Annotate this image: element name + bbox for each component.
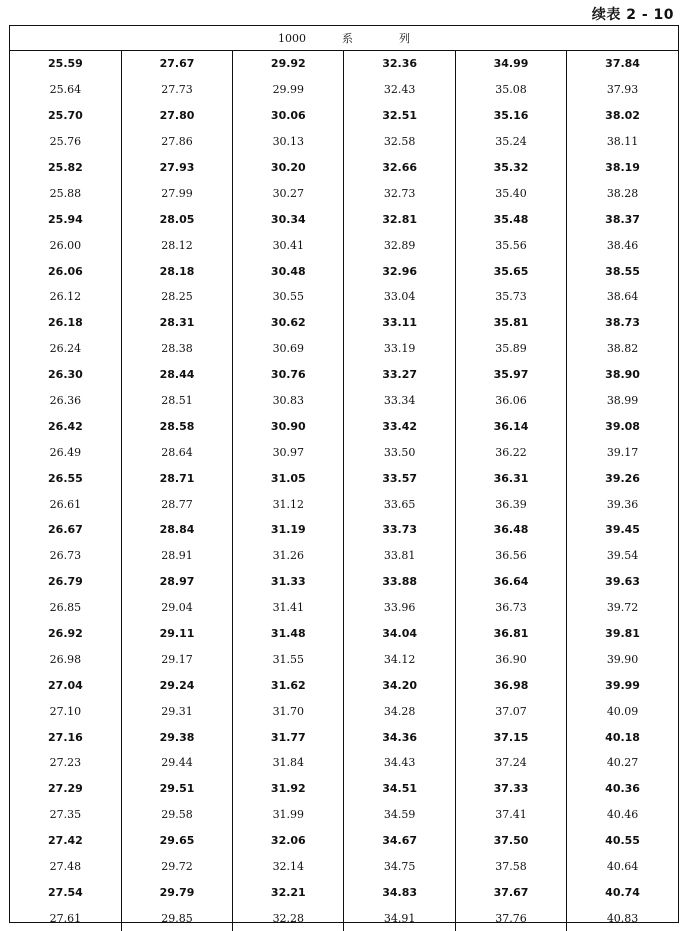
table-cell: 30.41	[233, 232, 344, 258]
table-cell: 29.72	[121, 854, 232, 880]
table-cell: 30.62	[233, 310, 344, 336]
table-cell: 33.11	[344, 310, 455, 336]
table-cell: 26.24	[10, 336, 121, 362]
table-body	[10, 51, 678, 931]
table-cell: 27.23	[10, 750, 121, 776]
table-cell: 38.19	[567, 155, 678, 181]
table-cell: 34.04	[344, 621, 455, 647]
table-cell: 30.90	[233, 413, 344, 439]
table-cell: 26.67	[10, 517, 121, 543]
table-cell: 36.48	[455, 517, 566, 543]
table-row	[10, 595, 678, 621]
table-cell: 32.21	[233, 880, 344, 906]
table-cell: 30.34	[233, 206, 344, 232]
table-cell: 25.82	[10, 155, 121, 181]
table-cell: 29.51	[121, 776, 232, 802]
table-cell: 28.77	[121, 491, 232, 517]
table-row	[10, 776, 678, 802]
header-word-1: 系	[342, 32, 353, 45]
header-series-number: 1000	[278, 32, 306, 45]
table-cell: 36.06	[455, 388, 566, 414]
table-cell: 36.73	[455, 595, 566, 621]
table-cell: 26.49	[10, 439, 121, 465]
table-row	[10, 569, 678, 595]
table-cell: 36.90	[455, 646, 566, 672]
table-cell: 38.02	[567, 103, 678, 129]
table-cell: 30.97	[233, 439, 344, 465]
table-cell: 38.82	[567, 336, 678, 362]
table-row	[10, 284, 678, 310]
table-cell: 36.56	[455, 543, 566, 569]
table-cell: 33.27	[344, 362, 455, 388]
table-cell: 34.36	[344, 724, 455, 750]
table-cell: 33.65	[344, 491, 455, 517]
table-row	[10, 155, 678, 181]
table-cell: 36.98	[455, 672, 566, 698]
table-cell: 28.71	[121, 465, 232, 491]
data-table-frame	[9, 25, 679, 923]
table-cell: 28.51	[121, 388, 232, 414]
table-header-row	[10, 26, 678, 51]
table-cell: 27.93	[121, 155, 232, 181]
table-cell: 39.72	[567, 595, 678, 621]
table-cell: 33.42	[344, 413, 455, 439]
table-cell: 31.84	[233, 750, 344, 776]
table-cell: 34.99	[455, 51, 566, 77]
table-cell: 40.55	[567, 828, 678, 854]
table-cell: 27.10	[10, 698, 121, 724]
table-row	[10, 388, 678, 414]
table-cell: 32.43	[344, 77, 455, 103]
table-cell: 30.06	[233, 103, 344, 129]
table-cell: 34.28	[344, 698, 455, 724]
table-cell: 34.91	[344, 905, 455, 931]
table-row	[10, 258, 678, 284]
table-cell: 34.43	[344, 750, 455, 776]
table-cell: 25.88	[10, 180, 121, 206]
table-cell: 33.73	[344, 517, 455, 543]
table-cell: 31.55	[233, 646, 344, 672]
table-cell: 39.08	[567, 413, 678, 439]
table-cell: 30.13	[233, 129, 344, 155]
table-cell: 38.11	[567, 129, 678, 155]
table-cell: 28.38	[121, 336, 232, 362]
table-cell: 29.31	[121, 698, 232, 724]
table-cell: 32.06	[233, 828, 344, 854]
table-cell: 39.36	[567, 491, 678, 517]
table-cell: 34.75	[344, 854, 455, 880]
table-cell: 29.99	[233, 77, 344, 103]
table-cell: 26.85	[10, 595, 121, 621]
table-cell: 30.48	[233, 258, 344, 284]
table-row	[10, 129, 678, 155]
table-cell: 28.05	[121, 206, 232, 232]
table-cell: 38.64	[567, 284, 678, 310]
table-cell: 27.61	[10, 905, 121, 931]
table-cell: 37.58	[455, 854, 566, 880]
table-cell: 39.45	[567, 517, 678, 543]
table-cell: 25.59	[10, 51, 121, 77]
table-cell: 35.24	[455, 129, 566, 155]
table-cell: 37.76	[455, 905, 566, 931]
table-cell: 33.81	[344, 543, 455, 569]
table-cell: 31.12	[233, 491, 344, 517]
table-cell: 37.67	[455, 880, 566, 906]
table-row	[10, 465, 678, 491]
table-cell: 35.32	[455, 155, 566, 181]
table-cell: 26.73	[10, 543, 121, 569]
table-row	[10, 828, 678, 854]
table-cell: 40.18	[567, 724, 678, 750]
table-cell: 29.24	[121, 672, 232, 698]
table-cell: 35.08	[455, 77, 566, 103]
table-cell: 27.35	[10, 802, 121, 828]
table-cell: 32.14	[233, 854, 344, 880]
table-row	[10, 439, 678, 465]
table-cell: 27.48	[10, 854, 121, 880]
table-cell: 35.16	[455, 103, 566, 129]
table-cell: 28.31	[121, 310, 232, 336]
table-cell: 25.76	[10, 129, 121, 155]
data-table	[10, 26, 678, 931]
table-row	[10, 77, 678, 103]
table-cell: 36.39	[455, 491, 566, 517]
table-cell: 27.42	[10, 828, 121, 854]
table-cell: 26.42	[10, 413, 121, 439]
table-cell: 29.92	[233, 51, 344, 77]
table-row	[10, 672, 678, 698]
table-cell: 31.70	[233, 698, 344, 724]
table-cell: 38.73	[567, 310, 678, 336]
table-cell: 39.81	[567, 621, 678, 647]
table-row	[10, 880, 678, 906]
table-cell: 28.84	[121, 517, 232, 543]
table-cell: 33.19	[344, 336, 455, 362]
table-cell: 27.99	[121, 180, 232, 206]
table-row	[10, 621, 678, 647]
table-header	[10, 26, 678, 51]
table-cell: 31.48	[233, 621, 344, 647]
table-cell: 32.51	[344, 103, 455, 129]
table-cell: 26.92	[10, 621, 121, 647]
table-row	[10, 362, 678, 388]
table-cell: 38.90	[567, 362, 678, 388]
table-cell: 28.58	[121, 413, 232, 439]
table-cell: 33.88	[344, 569, 455, 595]
table-cell: 29.38	[121, 724, 232, 750]
table-row	[10, 517, 678, 543]
table-row	[10, 724, 678, 750]
table-cell: 33.04	[344, 284, 455, 310]
table-cell: 40.27	[567, 750, 678, 776]
table-cell: 29.04	[121, 595, 232, 621]
table-row	[10, 646, 678, 672]
table-cell: 32.81	[344, 206, 455, 232]
table-cell: 29.85	[121, 905, 232, 931]
table-cell: 31.77	[233, 724, 344, 750]
table-cell: 36.31	[455, 465, 566, 491]
table-cell: 26.00	[10, 232, 121, 258]
table-cell: 29.65	[121, 828, 232, 854]
table-row	[10, 103, 678, 129]
table-cell: 37.84	[567, 51, 678, 77]
table-cell: 34.51	[344, 776, 455, 802]
table-cell: 35.73	[455, 284, 566, 310]
table-cell: 40.46	[567, 802, 678, 828]
table-cell: 27.54	[10, 880, 121, 906]
table-row	[10, 310, 678, 336]
table-cell: 30.20	[233, 155, 344, 181]
table-cell: 35.81	[455, 310, 566, 336]
table-cell: 32.36	[344, 51, 455, 77]
table-cell: 26.30	[10, 362, 121, 388]
table-cell: 37.15	[455, 724, 566, 750]
table-cell: 37.07	[455, 698, 566, 724]
table-cell: 29.17	[121, 646, 232, 672]
table-cell: 31.92	[233, 776, 344, 802]
table-cell: 28.25	[121, 284, 232, 310]
table-cell: 32.58	[344, 129, 455, 155]
table-cell: 33.34	[344, 388, 455, 414]
table-cell: 33.50	[344, 439, 455, 465]
table-cell: 28.64	[121, 439, 232, 465]
table-cell: 26.55	[10, 465, 121, 491]
table-cell: 39.26	[567, 465, 678, 491]
table-row	[10, 543, 678, 569]
table-cell: 25.94	[10, 206, 121, 232]
table-cell: 36.81	[455, 621, 566, 647]
table-row	[10, 802, 678, 828]
table-cell: 27.80	[121, 103, 232, 129]
table-cell: 31.62	[233, 672, 344, 698]
table-cell: 38.46	[567, 232, 678, 258]
table-cell: 30.83	[233, 388, 344, 414]
table-cell: 28.44	[121, 362, 232, 388]
table-cell: 26.36	[10, 388, 121, 414]
table-cell: 25.64	[10, 77, 121, 103]
table-row	[10, 336, 678, 362]
table-cell: 37.50	[455, 828, 566, 854]
table-cell: 38.37	[567, 206, 678, 232]
table-cell: 34.83	[344, 880, 455, 906]
table-cell: 38.28	[567, 180, 678, 206]
table-cell: 32.89	[344, 232, 455, 258]
table-row	[10, 180, 678, 206]
table-cell: 31.05	[233, 465, 344, 491]
table-cell: 27.86	[121, 129, 232, 155]
table-cell: 29.79	[121, 880, 232, 906]
table-cell: 28.97	[121, 569, 232, 595]
table-cell: 31.99	[233, 802, 344, 828]
table-cell: 29.11	[121, 621, 232, 647]
table-cell: 40.64	[567, 854, 678, 880]
table-cell: 37.24	[455, 750, 566, 776]
table-row	[10, 698, 678, 724]
table-cell: 34.12	[344, 646, 455, 672]
table-row	[10, 905, 678, 931]
table-cell: 29.44	[121, 750, 232, 776]
table-cell: 30.69	[233, 336, 344, 362]
table-cell: 31.26	[233, 543, 344, 569]
table-cell: 26.12	[10, 284, 121, 310]
table-cell: 28.18	[121, 258, 232, 284]
table-cell: 32.66	[344, 155, 455, 181]
table-cell: 40.09	[567, 698, 678, 724]
table-cell: 27.73	[121, 77, 232, 103]
table-cell: 29.58	[121, 802, 232, 828]
table-row	[10, 206, 678, 232]
table-cell: 26.18	[10, 310, 121, 336]
table-cell: 27.04	[10, 672, 121, 698]
table-cell: 30.27	[233, 180, 344, 206]
table-cell: 35.65	[455, 258, 566, 284]
table-cell: 26.98	[10, 646, 121, 672]
table-cell: 36.22	[455, 439, 566, 465]
table-cell: 40.36	[567, 776, 678, 802]
table-cell: 35.48	[455, 206, 566, 232]
header-word-2: 列	[399, 32, 410, 45]
table-row	[10, 750, 678, 776]
table-cell: 35.40	[455, 180, 566, 206]
table-cell: 38.55	[567, 258, 678, 284]
table-row	[10, 854, 678, 880]
table-row	[10, 491, 678, 517]
table-cell: 34.67	[344, 828, 455, 854]
table-cell: 36.14	[455, 413, 566, 439]
table-cell: 39.99	[567, 672, 678, 698]
table-cell: 33.57	[344, 465, 455, 491]
table-cell: 31.19	[233, 517, 344, 543]
table-cell: 26.79	[10, 569, 121, 595]
table-cell: 37.41	[455, 802, 566, 828]
table-cell: 39.17	[567, 439, 678, 465]
table-cell: 26.06	[10, 258, 121, 284]
table-cell: 35.89	[455, 336, 566, 362]
table-cell: 31.33	[233, 569, 344, 595]
table-cell: 32.28	[233, 905, 344, 931]
table-cell: 36.64	[455, 569, 566, 595]
table-cell: 30.76	[233, 362, 344, 388]
table-cell: 35.56	[455, 232, 566, 258]
table-cell: 27.16	[10, 724, 121, 750]
table-cell: 27.67	[121, 51, 232, 77]
table-cell: 39.63	[567, 569, 678, 595]
table-cell: 26.61	[10, 491, 121, 517]
table-cell: 39.90	[567, 646, 678, 672]
table-caption: 续表 2 - 10	[592, 4, 674, 24]
table-cell: 38.99	[567, 388, 678, 414]
table-cell: 39.54	[567, 543, 678, 569]
table-cell: 32.96	[344, 258, 455, 284]
table-cell: 31.41	[233, 595, 344, 621]
table-cell: 32.73	[344, 180, 455, 206]
table-cell: 28.91	[121, 543, 232, 569]
table-row	[10, 51, 678, 77]
table-cell: 25.70	[10, 103, 121, 129]
table-cell: 28.12	[121, 232, 232, 258]
table-cell: 40.74	[567, 880, 678, 906]
table-cell: 27.29	[10, 776, 121, 802]
table-row	[10, 413, 678, 439]
table-cell: 40.83	[567, 905, 678, 931]
table-cell: 34.20	[344, 672, 455, 698]
table-cell: 37.93	[567, 77, 678, 103]
table-cell: 33.96	[344, 595, 455, 621]
table-cell: 37.33	[455, 776, 566, 802]
table-row	[10, 232, 678, 258]
table-cell: 34.59	[344, 802, 455, 828]
table-cell: 30.55	[233, 284, 344, 310]
table-cell: 35.97	[455, 362, 566, 388]
